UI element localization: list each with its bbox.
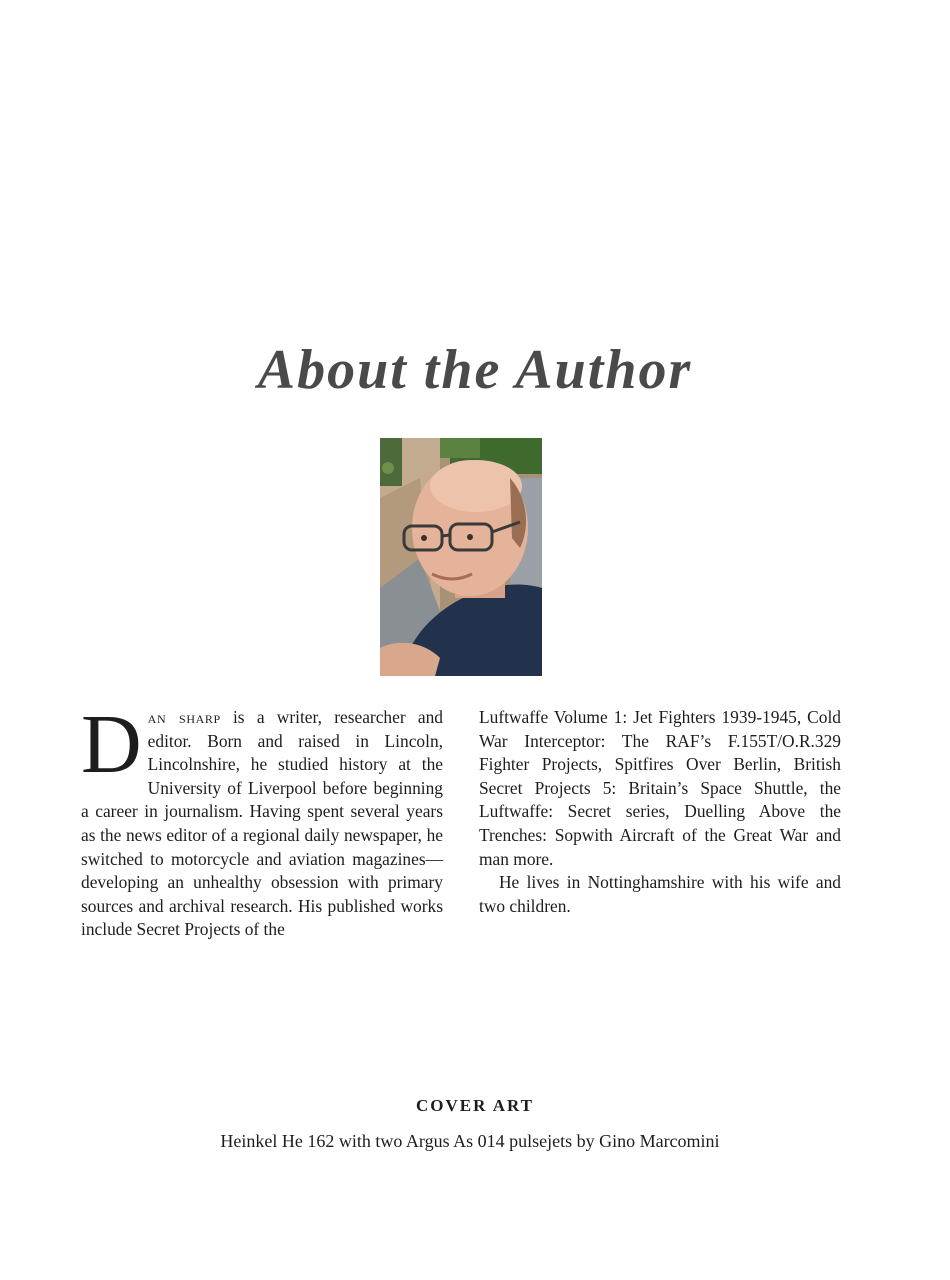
- cover-art-caption: Heinkel He 162 with two Argus As 014 pulsejets by Gino Marcomini: [220, 1131, 720, 1151]
- page-title: About the Author: [257, 339, 693, 401]
- bio-paragraph-1: [81, 698, 443, 942]
- bio-text: is a writer, researcher and editor. Born and raised in Lincoln, Lincolnshire, he studied history at the University of Liverpool before beginning a career in journalism. Having spent several years as the news editor of a regional daily newspaper, he switched to motorcycle and aviation magazines—developing an unhealthy obsession with primary sources and archival research. His published works include Secret Projects of the: [81, 707, 443, 940]
- bio-paragraph-2: He lives in Nottinghamshire with his wife and two children.: [479, 872, 841, 916]
- bio-column-right: [479, 706, 841, 918]
- bio-column-left: [81, 698, 443, 942]
- cover-art-heading: COVER ART: [416, 1096, 534, 1115]
- author-portrait-icon: [380, 438, 542, 676]
- drop-cap: D: [81, 698, 142, 791]
- bio-paragraph-1-continued: Luftwaffe Volume 1: Jet Fighters 1939-1945, Cold War Interceptor: The RAF’s F.155T/O.R.329 Fighter Projects, Spitfires Over Berlin, British Secret Projects 5: Britain’s Space Shuttle, the Luftwaffe: Secret series, Duelling Above the Trenches: Sopwith Aircraft of the Great War and man more.: [479, 707, 841, 869]
- author-name: an sharp: [147, 707, 221, 727]
- author-photo: [380, 438, 542, 676]
